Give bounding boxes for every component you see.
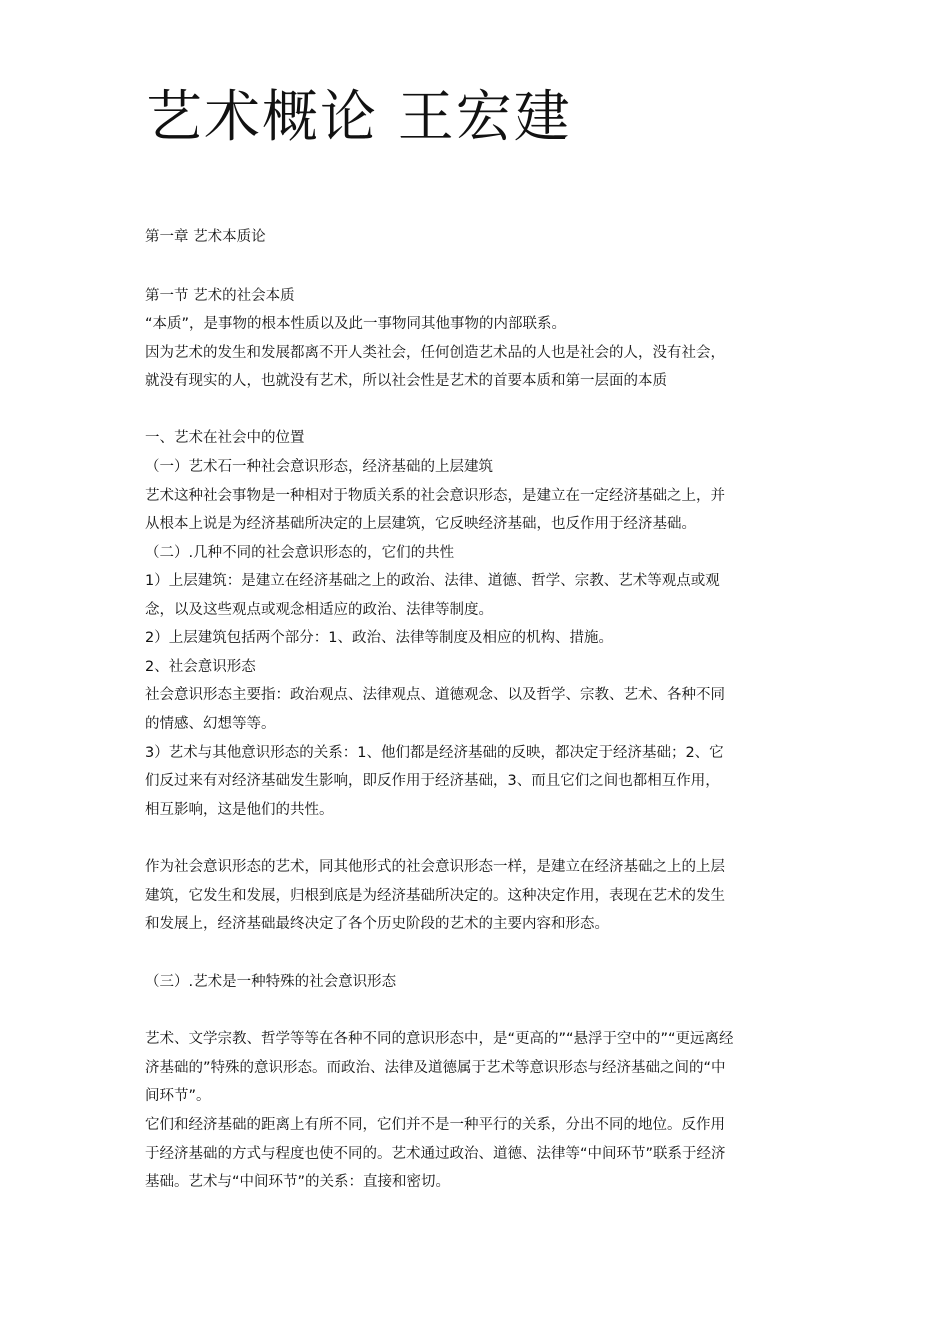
paragraph-line: 从根本上说是为经济基础所决定的上层建筑，它反映经济基础，也反作用于经济基础。 — [145, 516, 696, 532]
subsection-heading: （一）艺术石一种社会意识形态，经济基础的上层建筑 — [145, 459, 493, 475]
section-heading: 第一节 艺术的社会本质 — [145, 288, 295, 304]
paragraph-line: 基础。艺术与“中间环节”的关系：直接和密切。 — [145, 1174, 451, 1190]
paragraph-line: 于经济基础的方式与程度也使不同的。艺术通过政治、道德、法律等“中间环节”联系于经济 — [145, 1146, 726, 1162]
paragraph-line: 济基础的”特殊的意识形态。而政治、法律及道德属于艺术等意识形态与经济基础之间的“中 — [145, 1060, 726, 1076]
paragraph-line: 的情感、幻想等等。 — [145, 716, 276, 732]
paragraph-line: 2）上层建筑包括两个部分：1、政治、法律等制度及相应的机构、措施。 — [145, 630, 613, 646]
paragraph-line: 社会意识形态主要指：政治观点、法律观点、道德观念、以及哲学、宗教、艺术、各种不同 — [145, 687, 725, 703]
paragraph-line: 3）艺术与其他意识形态的关系：1、他们都是经济基础的反映，都决定于经济基础；2、它 — [145, 745, 724, 761]
subsection-heading: （三）.艺术是一种特殊的社会意识形态 — [145, 974, 397, 990]
paragraph-line: 念，以及这些观点或观念相适应的政治、法律等制度。 — [145, 602, 493, 618]
paragraph-line: 就没有现实的人，也就没有艺术，所以社会性是艺术的首要本质和第一层面的本质 — [145, 373, 667, 389]
paragraph-line: “本质”，是事物的根本性质以及此一事物同其他事物的内部联系。 — [145, 316, 567, 332]
chapter-heading: 第一章 艺术本质论 — [145, 229, 266, 245]
paragraph-line: 间环节”。 — [145, 1088, 211, 1104]
subsection-heading: （二）.几种不同的社会意识形态的，它们的共性 — [145, 545, 455, 561]
paragraph-line: 1）上层建筑：是建立在经济基础之上的政治、法律、道德、哲学、宗教、艺术等观点或观 — [145, 573, 720, 589]
document-title: 艺术概论 王宏建 — [146, 85, 572, 150]
paragraph-line: 作为社会意识形态的艺术，同其他形式的社会意识形态一样，是建立在经济基础之上的上层 — [145, 859, 725, 875]
paragraph-line: 建筑，它发生和发展，归根到底是为经济基础所决定的。这种决定作用，表现在艺术的发生 — [145, 888, 725, 904]
paragraph-line: 艺术、文学宗教、哲学等等在各种不同的意识形态中，是“更高的”“悬浮于空中的”“更远离经 — [145, 1031, 734, 1047]
subsection-heading: 一、艺术在社会中的位置 — [145, 430, 305, 446]
paragraph-line: 艺术这种社会事物是一种相对于物质关系的社会意识形态，是建立在一定经济基础之上，并 — [145, 488, 725, 504]
paragraph-line: 因为艺术的发生和发展都离不开人类社会，任何创造艺术品的人也是社会的人，没有社会， — [145, 345, 725, 361]
paragraph-line: 们反过来有对经济基础发生影响，即反作用于经济基础，3、而且它们之间也都相互作用， — [145, 773, 720, 789]
paragraph-line: 2、社会意识形态 — [145, 659, 256, 675]
paragraph-line: 它们和经济基础的距离上有所不同，它们并不是一种平行的关系，分出不同的地位。反作用 — [145, 1117, 725, 1133]
paragraph-line: 和发展上，经济基础最终决定了各个历史阶段的艺术的主要内容和形态。 — [145, 916, 609, 932]
paragraph-line: 相互影响，这是他们的共性。 — [145, 802, 334, 818]
